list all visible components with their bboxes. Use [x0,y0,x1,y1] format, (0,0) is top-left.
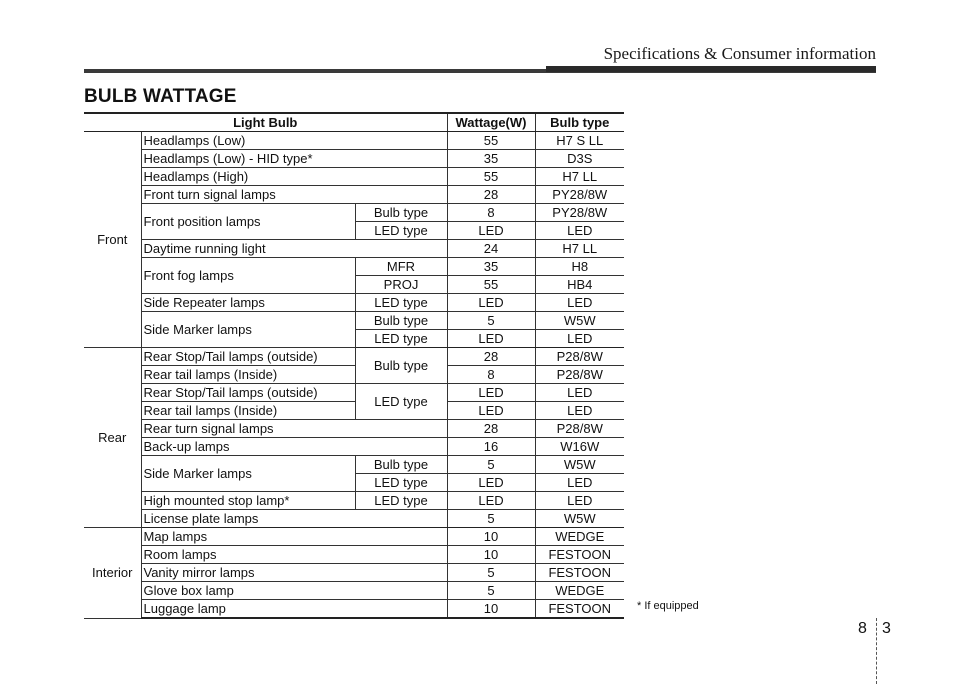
bulb-name: Rear Stop/Tail lamps (outside) [141,348,355,366]
table-row [84,456,624,474]
table-row [84,132,624,150]
table-header-row [84,113,624,132]
bulb-wattage: 5 [447,510,535,528]
bulb-name: Back-up lamps [141,438,447,456]
bulb-wattage: 28 [447,186,535,204]
bulb-type: W16W [535,438,624,456]
bulb-name: Front position lamps [141,204,355,240]
bulb-variant: Bulb type [355,348,447,384]
table-row [84,528,624,546]
bulb-variant: PROJ [355,276,447,294]
bulb-type: H8 [535,258,624,276]
bulb-wattage: 5 [447,564,535,582]
bulb-type: PY28/8W [535,186,624,204]
bulb-name: Rear turn signal lamps [141,420,447,438]
bulb-wattage: 10 [447,528,535,546]
table-row [84,582,624,600]
page-number: 3 [882,620,891,637]
bulb-name: Headlamps (High) [141,168,447,186]
bulb-type: P28/8W [535,366,624,384]
bulb-type: FESTOON [535,600,624,619]
bulb-wattage: 35 [447,150,535,168]
bulb-name: Rear Stop/Tail lamps (outside) [141,384,355,402]
bulb-type: HB4 [535,276,624,294]
bulb-type: P28/8W [535,420,624,438]
bulb-wattage: 24 [447,240,535,258]
bulb-type: H7 S LL [535,132,624,150]
chapter-number: 8 [858,620,867,637]
table-row [84,384,624,402]
header-rule-accent [546,66,876,72]
table-row [84,168,624,186]
bulb-variant: Bulb type [355,204,447,222]
header-title: Specifications & Consumer information [603,44,876,63]
table-row [84,600,624,619]
bulb-type: W5W [535,312,624,330]
table-row [84,510,624,528]
footnote: * If equipped [637,600,699,612]
bulb-variant: Bulb type [355,456,447,474]
bulb-wattage-table [84,112,624,619]
table-row [84,204,624,222]
bulb-name: Headlamps (Low) [141,132,447,150]
bulb-name: Side Marker lamps [141,312,355,348]
bulb-variant: LED type [355,330,447,348]
page-number-separator [876,618,877,684]
bulb-wattage: 16 [447,438,535,456]
table-row [84,150,624,168]
bulb-wattage: 5 [447,312,535,330]
group-label-front: Front [84,132,141,348]
bulb-name: Luggage lamp [141,600,447,619]
bulb-wattage: 5 [447,456,535,474]
bulb-name: License plate lamps [141,510,447,528]
bulb-type: LED [535,330,624,348]
bulb-name: Front turn signal lamps [141,186,447,204]
bulb-name: Glove box lamp [141,582,447,600]
bulb-variant: LED type [355,222,447,240]
group-label-rear: Rear [84,348,141,528]
column-header-light-bulb: Light Bulb [84,113,447,132]
table-row [84,240,624,258]
bulb-type: P28/8W [535,348,624,366]
bulb-name: Vanity mirror lamps [141,564,447,582]
column-header-bulb-type: Bulb type [535,113,624,132]
bulb-type: W5W [535,510,624,528]
section-title: BULB WATTAGE [84,86,237,107]
bulb-wattage: 10 [447,546,535,564]
table-row [84,438,624,456]
bulb-type: H7 LL [535,168,624,186]
table-row [84,546,624,564]
bulb-wattage: 55 [447,276,535,294]
bulb-name: Daytime running light [141,240,447,258]
bulb-variant: MFR [355,258,447,276]
table-row [84,492,624,510]
bulb-wattage: LED [447,330,535,348]
bulb-wattage: LED [447,474,535,492]
bulb-name: Rear tail lamps (Inside) [141,366,355,384]
bulb-type: W5W [535,456,624,474]
bulb-type: PY28/8W [535,204,624,222]
column-header-wattage: Wattage(W) [447,113,535,132]
bulb-wattage: LED [447,384,535,402]
bulb-wattage: 55 [447,168,535,186]
bulb-variant: Bulb type [355,312,447,330]
bulb-wattage: 28 [447,348,535,366]
table-row [84,186,624,204]
table-row [84,564,624,582]
bulb-type: LED [535,474,624,492]
bulb-type: LED [535,294,624,312]
bulb-type: WEDGE [535,528,624,546]
bulb-wattage: LED [447,222,535,240]
bulb-type: WEDGE [535,582,624,600]
table-row [84,420,624,438]
bulb-name: Side Repeater lamps [141,294,355,312]
bulb-name: Room lamps [141,546,447,564]
bulb-wattage: 55 [447,132,535,150]
bulb-type: FESTOON [535,546,624,564]
bulb-name: Headlamps (Low) - HID type* [141,150,447,168]
bulb-type: LED [535,402,624,420]
bulb-variant: LED type [355,474,447,492]
bulb-name: Map lamps [141,528,447,546]
bulb-wattage: 8 [447,366,535,384]
bulb-wattage: 10 [447,600,535,619]
bulb-type: FESTOON [535,564,624,582]
bulb-name: Front fog lamps [141,258,355,294]
bulb-wattage: 28 [447,420,535,438]
bulb-wattage: 8 [447,204,535,222]
bulb-variant: LED type [355,492,447,510]
bulb-wattage: LED [447,492,535,510]
table-row [84,312,624,330]
bulb-variant: LED type [355,294,447,312]
bulb-wattage: 35 [447,258,535,276]
bulb-name: Side Marker lamps [141,456,355,492]
bulb-name: Rear tail lamps (Inside) [141,402,355,420]
table-row [84,402,624,420]
bulb-wattage: LED [447,294,535,312]
bulb-type: LED [535,222,624,240]
bulb-type: D3S [535,150,624,168]
table-row [84,294,624,312]
bulb-wattage: 5 [447,582,535,600]
group-label-interior: Interior [84,528,141,619]
bulb-variant: LED type [355,384,447,420]
bulb-type: LED [535,384,624,402]
bulb-name: High mounted stop lamp* [141,492,355,510]
table-row [84,366,624,384]
bulb-wattage: LED [447,402,535,420]
bulb-type: H7 LL [535,240,624,258]
table-row [84,258,624,276]
table-row [84,348,624,366]
bulb-type: LED [535,492,624,510]
